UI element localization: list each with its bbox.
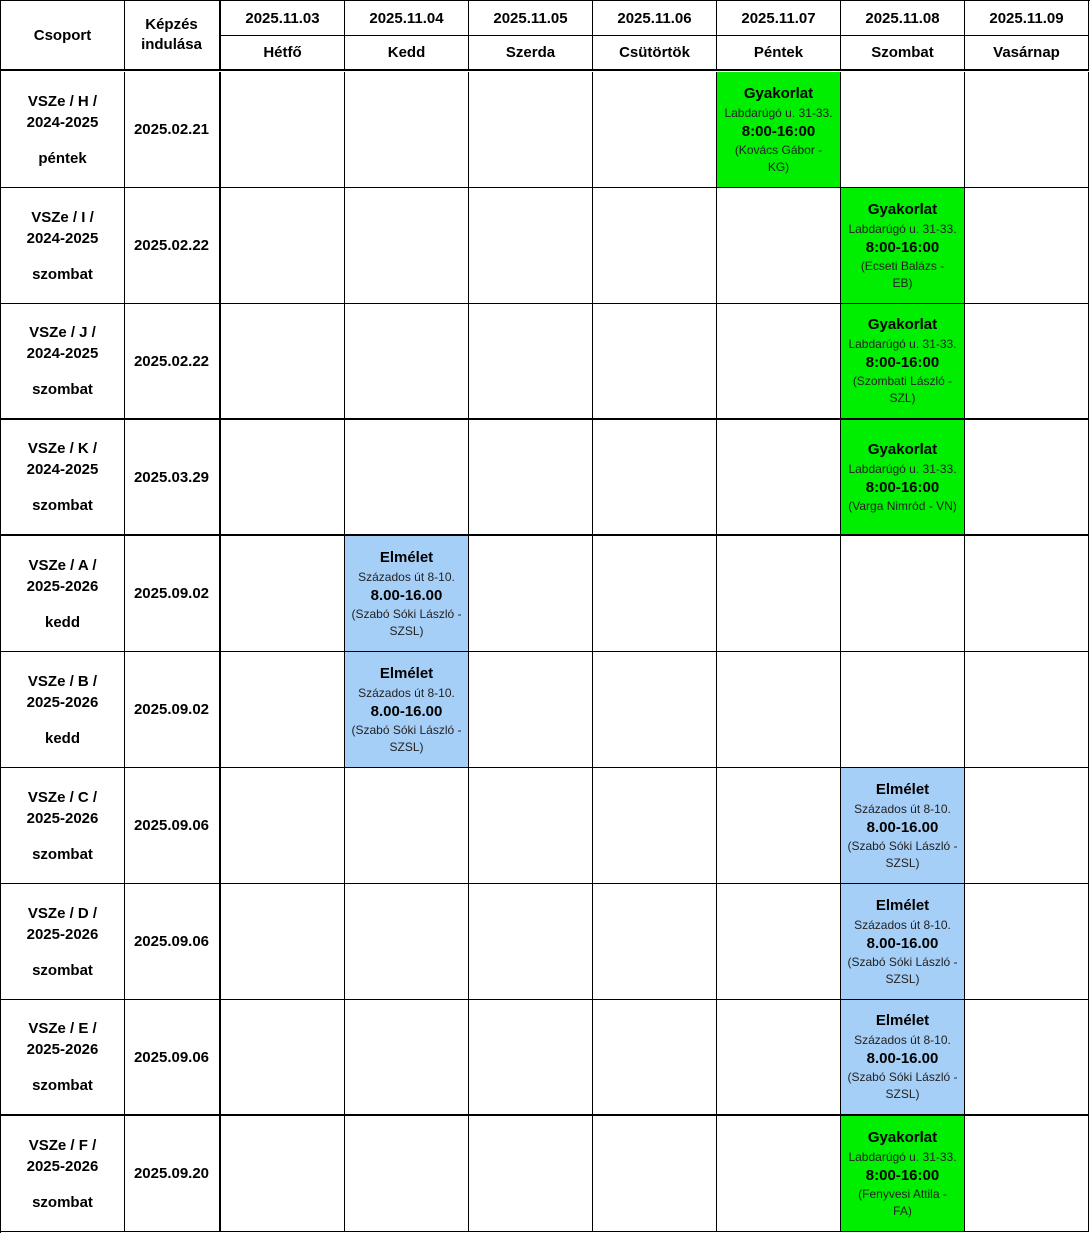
event-instructor-line2: SZSL) bbox=[389, 623, 424, 638]
header-group bbox=[1, 1, 125, 71]
empty-cell bbox=[221, 72, 345, 188]
event-title: Elmélet bbox=[379, 548, 434, 566]
group-name-line2: 2025-2026 bbox=[26, 1041, 99, 1058]
start-date-cell bbox=[124, 1000, 221, 1116]
event-cell bbox=[717, 72, 841, 188]
event-title: Elmélet bbox=[875, 780, 930, 798]
empty-cell bbox=[221, 1000, 345, 1116]
header-date bbox=[841, 1, 965, 36]
group-day: szombat bbox=[32, 497, 93, 514]
event-title: Gyakorlat bbox=[867, 316, 938, 333]
header-date-text: 2025.11.04 bbox=[369, 9, 444, 27]
start-date-cell bbox=[124, 188, 221, 304]
group-cell bbox=[1, 768, 125, 884]
event-time: 8.00-16.00 bbox=[866, 1050, 939, 1067]
empty-cell bbox=[469, 652, 593, 768]
header-dayname bbox=[965, 36, 1089, 71]
empty-cell bbox=[717, 884, 841, 1000]
header-date-text: 2025.11.09 bbox=[989, 9, 1064, 27]
group-name-line1: VSZe / H / bbox=[27, 92, 98, 110]
header-date bbox=[717, 1, 841, 36]
empty-cell bbox=[593, 188, 717, 304]
empty-cell bbox=[221, 536, 345, 652]
header-date-text: 2025.11.06 bbox=[617, 9, 692, 27]
empty-cell bbox=[841, 536, 965, 652]
start-date-cell bbox=[124, 72, 221, 188]
empty-cell bbox=[221, 188, 345, 304]
header-date bbox=[965, 1, 1089, 36]
empty-cell bbox=[469, 536, 593, 652]
event-instructor-line2: EB) bbox=[892, 275, 913, 290]
event-instructor-line1: (Ecseti Balázs - bbox=[860, 258, 945, 273]
header-dayname bbox=[221, 36, 345, 71]
group-day: szombat bbox=[32, 1077, 93, 1094]
group-name-line1: VSZe / B / bbox=[27, 672, 98, 690]
group-name-line1: VSZe / A / bbox=[28, 556, 97, 574]
event-instructor-line1: (Fenyvesi Attila - bbox=[858, 1186, 947, 1201]
event-instructor-line2: SZSL) bbox=[885, 855, 920, 870]
header-dayname bbox=[593, 36, 717, 71]
empty-cell bbox=[469, 420, 593, 536]
event-time: 8:00-16:00 bbox=[865, 238, 940, 256]
header-date bbox=[593, 1, 717, 36]
event-time: 8:00-16:00 bbox=[865, 1166, 940, 1184]
start-date-cell bbox=[124, 1116, 221, 1232]
header-date bbox=[345, 1, 469, 36]
event-instructor-line2: FA) bbox=[893, 1203, 912, 1218]
group-name-line2: 2024-2025 bbox=[26, 229, 99, 247]
empty-cell bbox=[593, 420, 717, 536]
empty-cell bbox=[965, 652, 1089, 768]
empty-cell bbox=[469, 1116, 593, 1232]
group-cell bbox=[1, 652, 125, 768]
empty-cell bbox=[593, 72, 717, 188]
group-name-line1: VSZe / F / bbox=[28, 1136, 97, 1154]
header-date-text: 2025.11.03 bbox=[245, 9, 320, 27]
empty-cell bbox=[345, 1116, 469, 1232]
empty-cell bbox=[717, 188, 841, 304]
event-cell bbox=[841, 1116, 965, 1232]
empty-cell bbox=[221, 652, 345, 768]
empty-cell bbox=[221, 1116, 345, 1232]
group-cell bbox=[1, 420, 125, 536]
event-title: Gyakorlat bbox=[867, 1128, 938, 1146]
group-day: kedd bbox=[44, 613, 80, 631]
event-time: 8.00-16.00 bbox=[866, 818, 939, 836]
event-time: 8.00-16.00 bbox=[866, 934, 939, 952]
start-date-cell bbox=[124, 420, 221, 536]
event-cell bbox=[841, 768, 965, 884]
start-date: 2025.09.06 bbox=[133, 933, 210, 950]
group-name-line2: 2025-2026 bbox=[26, 1157, 99, 1175]
event-cell bbox=[841, 1000, 965, 1116]
empty-cell bbox=[345, 884, 469, 1000]
empty-cell bbox=[717, 1116, 841, 1232]
header-date-text: 2025.11.08 bbox=[865, 9, 940, 27]
group-name-line1: VSZe / D / bbox=[27, 904, 98, 922]
header-group-label: Csoport bbox=[33, 26, 92, 44]
empty-cell bbox=[965, 188, 1089, 304]
empty-cell bbox=[469, 1000, 593, 1116]
event-instructor-line1: (Varga Nimród - VN) bbox=[848, 498, 957, 513]
event-instructor-line2: SZSL) bbox=[885, 971, 920, 986]
event-title: Gyakorlat bbox=[743, 84, 814, 102]
empty-cell bbox=[717, 536, 841, 652]
empty-cell bbox=[841, 652, 965, 768]
empty-cell bbox=[469, 768, 593, 884]
event-instructor-line1: (Kovács Gábor - bbox=[734, 142, 823, 157]
event-instructor-line2: SZSL) bbox=[389, 739, 424, 754]
header-dayname-text: Kedd bbox=[387, 44, 426, 61]
group-cell bbox=[1, 188, 125, 304]
empty-cell bbox=[345, 72, 469, 188]
event-address: Százados út 8-10. bbox=[854, 1033, 951, 1047]
group-name-line1: VSZe / K / bbox=[27, 440, 98, 457]
group-day: kedd bbox=[44, 729, 80, 747]
event-instructor-line1: (Szabó Sóki László - bbox=[847, 1070, 958, 1084]
header-date bbox=[221, 1, 345, 36]
empty-cell bbox=[345, 188, 469, 304]
start-date-cell bbox=[124, 884, 221, 1000]
empty-cell bbox=[841, 72, 965, 188]
group-name-line1: VSZe / C / bbox=[27, 788, 98, 806]
start-date: 2025.09.02 bbox=[133, 585, 210, 602]
start-date-cell bbox=[124, 536, 221, 652]
event-address: Labdarúgó u. 31-33. bbox=[848, 461, 957, 476]
header-dayname-text: Szerda bbox=[505, 44, 556, 61]
group-cell bbox=[1, 536, 125, 652]
event-time: 8:00-16:00 bbox=[865, 354, 940, 371]
start-date-cell bbox=[124, 652, 221, 768]
group-day: szombat bbox=[32, 381, 93, 398]
header-dayname-text: Hétfő bbox=[263, 44, 302, 61]
header-dayname-text: Vasárnap bbox=[993, 44, 1060, 61]
empty-cell bbox=[469, 188, 593, 304]
empty-cell bbox=[469, 884, 593, 1000]
empty-cell bbox=[345, 420, 469, 536]
event-time: 8.00-16.00 bbox=[370, 702, 443, 720]
header-date-text: 2025.11.05 bbox=[493, 9, 568, 27]
empty-cell bbox=[221, 420, 345, 536]
empty-cell bbox=[717, 768, 841, 884]
empty-cell bbox=[593, 536, 717, 652]
group-day: szombat bbox=[32, 1193, 93, 1211]
start-date-cell bbox=[124, 768, 221, 884]
event-cell bbox=[345, 536, 469, 652]
event-instructor-line2: SZSL) bbox=[885, 1087, 920, 1101]
event-title: Elmélet bbox=[875, 1012, 930, 1029]
event-address: Labdarúgó u. 31-33. bbox=[724, 105, 833, 120]
event-title: Gyakorlat bbox=[867, 200, 938, 218]
event-instructor-line2: KG) bbox=[767, 159, 790, 174]
event-address: Százados út 8-10. bbox=[358, 569, 455, 584]
empty-cell bbox=[345, 304, 469, 420]
empty-cell bbox=[469, 304, 593, 420]
event-time: 8:00-16:00 bbox=[741, 122, 816, 140]
group-name-line2: 2024-2025 bbox=[26, 345, 99, 362]
empty-cell bbox=[469, 72, 593, 188]
start-date: 2025.09.20 bbox=[133, 1165, 210, 1182]
start-date-cell bbox=[124, 304, 221, 420]
start-date: 2025.02.22 bbox=[133, 237, 210, 254]
event-instructor-line1: (Szabó Sóki László - bbox=[351, 606, 462, 621]
header-start-label-1: Képzés bbox=[145, 16, 198, 33]
event-instructor-line1: (Szabó Sóki László - bbox=[847, 838, 958, 853]
start-date: 2025.09.06 bbox=[133, 1048, 210, 1066]
event-cell bbox=[841, 884, 965, 1000]
event-time: 8:00-16:00 bbox=[865, 478, 940, 496]
empty-cell bbox=[593, 1000, 717, 1116]
group-name-line1: VSZe / I / bbox=[31, 208, 94, 226]
event-address: Labdarúgó u. 31-33. bbox=[848, 337, 957, 351]
empty-cell bbox=[593, 652, 717, 768]
header-dayname-text: Péntek bbox=[753, 44, 804, 61]
group-name-line2: 2025-2026 bbox=[26, 809, 99, 827]
empty-cell bbox=[221, 768, 345, 884]
empty-cell bbox=[221, 884, 345, 1000]
group-name-line2: 2024-2025 bbox=[26, 461, 99, 478]
event-instructor-line1: (Szabó Sóki László - bbox=[351, 722, 462, 737]
header-start bbox=[124, 1, 221, 71]
empty-cell bbox=[965, 72, 1089, 188]
group-cell bbox=[1, 304, 125, 420]
empty-cell bbox=[345, 1000, 469, 1116]
event-address: Százados út 8-10. bbox=[358, 685, 455, 700]
start-date: 2025.09.02 bbox=[133, 701, 210, 718]
event-time: 8.00-16.00 bbox=[370, 586, 443, 604]
group-day: szombat bbox=[32, 265, 93, 283]
event-title: Elmélet bbox=[875, 896, 930, 914]
event-cell bbox=[841, 420, 965, 536]
event-address: Labdarúgó u. 31-33. bbox=[848, 1149, 957, 1164]
header-dayname bbox=[469, 36, 593, 71]
group-cell bbox=[1, 72, 125, 188]
empty-cell bbox=[717, 304, 841, 420]
empty-cell bbox=[221, 304, 345, 420]
header-dayname bbox=[841, 36, 965, 71]
empty-cell bbox=[345, 768, 469, 884]
group-day: szombat bbox=[32, 961, 93, 979]
group-cell bbox=[1, 1116, 125, 1232]
empty-cell bbox=[593, 304, 717, 420]
start-date: 2025.09.06 bbox=[133, 817, 210, 834]
event-title: Elmélet bbox=[379, 664, 434, 682]
empty-cell bbox=[593, 884, 717, 1000]
header-date-text: 2025.11.07 bbox=[741, 9, 816, 27]
event-title: Gyakorlat bbox=[867, 440, 938, 458]
header-date bbox=[469, 1, 593, 36]
group-name-line1: VSZe / J / bbox=[29, 324, 96, 341]
empty-cell bbox=[965, 420, 1089, 536]
group-day: péntek bbox=[38, 149, 87, 167]
empty-cell bbox=[717, 1000, 841, 1116]
empty-cell bbox=[593, 768, 717, 884]
header-dayname-text: Csütörtök bbox=[619, 44, 690, 61]
event-cell bbox=[841, 304, 965, 420]
event-instructor-line1: (Szabó Sóki László - bbox=[847, 954, 958, 969]
event-address: Százados út 8-10. bbox=[854, 801, 951, 816]
group-name-line2: 2025-2026 bbox=[26, 577, 99, 595]
group-cell bbox=[1, 884, 125, 1000]
empty-cell bbox=[965, 304, 1089, 420]
header-start-label-2: indulása bbox=[141, 36, 202, 53]
header-dayname-text: Szombat bbox=[871, 44, 934, 61]
event-instructor-line2: SZL) bbox=[889, 391, 916, 405]
header-dayname bbox=[717, 36, 841, 71]
group-name-line2: 2024-2025 bbox=[26, 113, 99, 131]
group-day: szombat bbox=[32, 845, 93, 863]
group-name-line2: 2025-2026 bbox=[26, 925, 99, 943]
group-name-line1: VSZe / E / bbox=[28, 1020, 97, 1037]
event-cell bbox=[345, 652, 469, 768]
group-name-line2: 2025-2026 bbox=[26, 693, 99, 711]
start-date: 2025.03.29 bbox=[133, 468, 210, 486]
empty-cell bbox=[965, 1116, 1089, 1232]
group-cell bbox=[1, 1000, 125, 1116]
empty-cell bbox=[965, 536, 1089, 652]
start-date: 2025.02.22 bbox=[133, 352, 210, 370]
event-cell bbox=[841, 188, 965, 304]
empty-cell bbox=[965, 1000, 1089, 1116]
event-address: Labdarúgó u. 31-33. bbox=[848, 221, 957, 236]
header-dayname bbox=[345, 36, 469, 71]
event-instructor-line1: (Szombati László - bbox=[852, 374, 953, 388]
empty-cell bbox=[965, 884, 1089, 1000]
empty-cell bbox=[717, 420, 841, 536]
event-address: Százados út 8-10. bbox=[854, 917, 951, 932]
empty-cell bbox=[593, 1116, 717, 1232]
empty-cell bbox=[965, 768, 1089, 884]
start-date: 2025.02.21 bbox=[133, 121, 210, 138]
empty-cell bbox=[717, 652, 841, 768]
